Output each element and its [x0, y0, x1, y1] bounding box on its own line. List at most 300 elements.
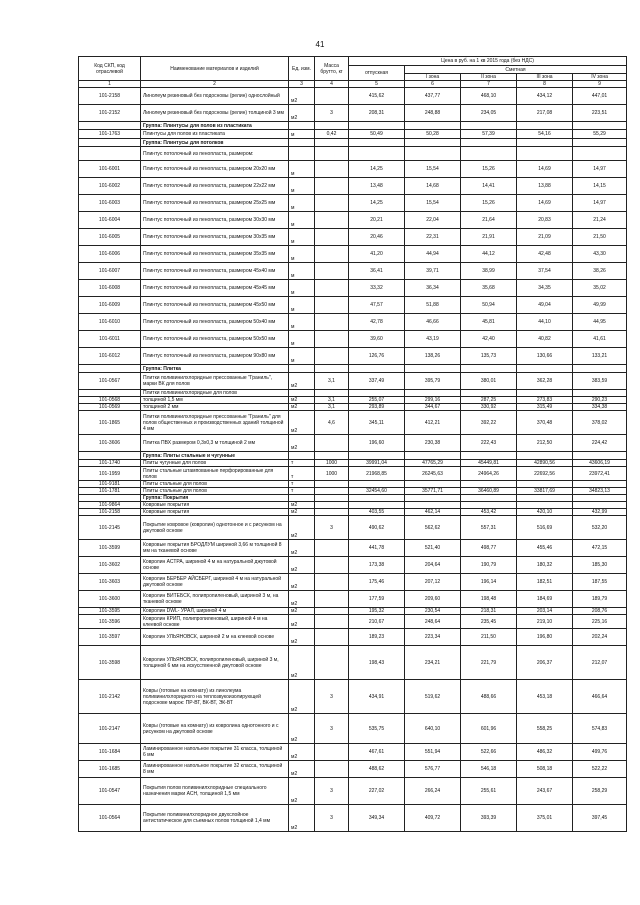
price-zone3: 362,28 [517, 373, 573, 390]
price-release: 33,32 [349, 280, 405, 297]
empty-cell [461, 147, 517, 161]
item-name: Ковролин DWL- УРАЛ, шириной 4 м [141, 608, 289, 615]
note-row [79, 147, 627, 161]
empty-cell [405, 495, 461, 502]
item-unit: м2 [289, 714, 315, 744]
empty-cell [315, 122, 349, 130]
price-release: 467,61 [349, 744, 405, 761]
item-code: 101-6012 [79, 348, 141, 365]
table-row [79, 212, 627, 229]
price-zone2: 380,01 [461, 373, 517, 390]
price-zone1: 299,16 [405, 397, 461, 404]
item-unit: т [289, 488, 315, 495]
item-code: 101-6003 [79, 195, 141, 212]
empty-cell [289, 122, 315, 130]
item-mass [315, 280, 349, 297]
item-mass [315, 331, 349, 348]
price-zone3: 22692,56 [517, 467, 573, 481]
item-unit: м [289, 178, 315, 195]
table-row [79, 481, 627, 488]
empty-cell [573, 390, 627, 397]
table-row [79, 778, 627, 805]
item-code: 101-0547 [79, 778, 141, 805]
table-row [79, 130, 627, 139]
price-zone3: 219,10 [517, 615, 573, 629]
group-title: Группа: Плинтусы для потолков [141, 139, 289, 147]
price-zone1: 576,77 [405, 761, 461, 778]
item-unit: м2 [289, 411, 315, 435]
empty-cell [315, 139, 349, 147]
price-zone3: 49,04 [517, 297, 573, 314]
item-mass: 3 [315, 680, 349, 714]
item-unit: м [289, 212, 315, 229]
empty-cell [517, 365, 573, 373]
item-code: 101-9864 [79, 502, 141, 509]
table-row [79, 195, 627, 212]
price-zone1: 640,10 [405, 714, 461, 744]
price-zone2: 36460,89 [461, 488, 517, 495]
item-name: Ковролин БЕРБЕР АЙСБЕРГ, шириной 4 м на натуральной джутовой основе [141, 574, 289, 591]
item-name: Плинтус потолочный из пенопласта, размером 50х50 мм [141, 331, 289, 348]
price-zone4: 432,99 [573, 509, 627, 516]
price-zone4: 466,64 [573, 680, 627, 714]
item-unit: м2 [289, 615, 315, 629]
item-name: Плинтусы для полов из пластиката [141, 130, 289, 139]
item-unit: м [289, 331, 315, 348]
empty-cell [573, 139, 627, 147]
note-row [79, 390, 627, 397]
price-zone1: 266,24 [405, 778, 461, 805]
price-zone1: 36,34 [405, 280, 461, 297]
price-zone1: 409,72 [405, 805, 461, 832]
price-zone2: 50,94 [461, 297, 517, 314]
group-title: Группа: Покрытия [141, 495, 289, 502]
price-zone2: 330,92 [461, 404, 517, 411]
page-number: 41 [315, 40, 325, 49]
table-row [79, 397, 627, 404]
price-zone2: 190,79 [461, 557, 517, 574]
price-zone3: 203,14 [517, 608, 573, 615]
code-cell [79, 495, 141, 502]
column-number: 9 [573, 81, 627, 88]
price-zone3: 375,01 [517, 805, 573, 832]
price-zone2: 38,99 [461, 263, 517, 280]
price-zone2: 498,77 [461, 540, 517, 557]
item-code: 101-0567 [79, 373, 141, 390]
price-zone4: 187,55 [573, 574, 627, 591]
price-zone2: 235,45 [461, 615, 517, 629]
price-zone3: 54,16 [517, 130, 573, 139]
item-mass [315, 615, 349, 629]
table-row [79, 297, 627, 314]
item-name: Ковры (готовые на комнату) из линолеума поливинилхлоридного на теплозвукоизолирующей подоснове марок: ПР-ВТ, ВК-ВТ, ЭК-ВТ [141, 680, 289, 714]
empty-cell [405, 147, 461, 161]
price-zone2: 393,39 [461, 805, 517, 832]
price-zone4: 532,20 [573, 516, 627, 540]
item-code: 101-6002 [79, 178, 141, 195]
item-mass [315, 195, 349, 212]
price-zone2 [461, 502, 517, 509]
item-name: Плитка ПВХ размером 0,3х0,3 м толщиной 2 мм [141, 435, 289, 452]
item-mass: 1000 [315, 460, 349, 467]
price-zone2: 601,96 [461, 714, 517, 744]
price-zone4: 133,21 [573, 348, 627, 365]
item-unit: м [289, 297, 315, 314]
item-code: 101-6006 [79, 246, 141, 263]
price-zone1: 44,94 [405, 246, 461, 263]
item-mass [315, 540, 349, 557]
table-row [79, 744, 627, 761]
price-zone2: 211,50 [461, 629, 517, 646]
price-release: 50,49 [349, 130, 405, 139]
item-unit: м2 [289, 502, 315, 509]
empty-cell [461, 365, 517, 373]
item-name: Ковролин КРИП, полипропиленовый, шириной 4 м на клеевой основе [141, 615, 289, 629]
column-number: 7 [461, 81, 517, 88]
item-name: Плитки поливинилхлоридные прессованные "Граниль" для полов общественных и производственных зданий толщиной 4 мм [141, 411, 289, 435]
price-zone1: 50,28 [405, 130, 461, 139]
group-row [79, 452, 627, 460]
column-number: 1 [79, 81, 141, 88]
empty-cell [289, 365, 315, 373]
code-cell [79, 390, 141, 397]
price-release: 21968,85 [349, 467, 405, 481]
item-code: 101-0569 [79, 404, 141, 411]
code-cell [79, 365, 141, 373]
price-zone2: 198,48 [461, 591, 517, 608]
price-release: 126,76 [349, 348, 405, 365]
item-mass [315, 574, 349, 591]
empty-cell [349, 122, 405, 130]
header-release: отпускная [349, 66, 405, 81]
column-number: 5 [349, 81, 405, 88]
price-zone3: 212,50 [517, 435, 573, 452]
price-zone1: 204,64 [405, 557, 461, 574]
item-name: Плинтус потолочный из пенопласта, размером 45х40 мм [141, 263, 289, 280]
price-zone4: 21,50 [573, 229, 627, 246]
price-zone3: 434,12 [517, 88, 573, 105]
price-release: 13,48 [349, 178, 405, 195]
item-code: 101-1763 [79, 130, 141, 139]
price-zone3: 420,10 [517, 509, 573, 516]
price-zone1: 412,21 [405, 411, 461, 435]
price-release: 415,62 [349, 88, 405, 105]
price-release: 198,43 [349, 646, 405, 680]
empty-cell [517, 122, 573, 130]
table-row [79, 608, 627, 615]
price-zone4: 378,02 [573, 411, 627, 435]
price-zone2: 468,10 [461, 88, 517, 105]
price-zone2: 21,64 [461, 212, 517, 229]
price-release: 20,46 [349, 229, 405, 246]
item-code: 101-3595 [79, 608, 141, 615]
item-name: Плинтус потолочный из пенопласта, размером 90х80 мм [141, 348, 289, 365]
empty-cell [349, 139, 405, 147]
price-release: 210,67 [349, 615, 405, 629]
item-mass [315, 744, 349, 761]
price-zone2: 453,42 [461, 509, 517, 516]
header-zone2: II зона [461, 74, 517, 81]
item-name: Плинтус потолочный из пенопласта, размером 20х20 мм [141, 161, 289, 178]
price-zone1: 35771,71 [405, 488, 461, 495]
item-mass [315, 88, 349, 105]
item-unit: м2 [289, 105, 315, 122]
code-cell [79, 147, 141, 161]
table-row [79, 280, 627, 297]
price-zone4: 472,15 [573, 540, 627, 557]
empty-cell [461, 139, 517, 147]
empty-cell [405, 365, 461, 373]
item-name: Плинтус потолочный из пенопласта, размером 35х35 мм [141, 246, 289, 263]
price-zone1: 230,38 [405, 435, 461, 452]
empty-cell [517, 452, 573, 460]
item-code: 101-1685 [79, 761, 141, 778]
item-code: 101-3597 [79, 629, 141, 646]
item-name: Плинтус потолочный из пенопласта, размером 45х50 мм [141, 297, 289, 314]
item-mass [315, 608, 349, 615]
price-zone3: 184,69 [517, 591, 573, 608]
price-zone4: 14,15 [573, 178, 627, 195]
price-zone4: 574,83 [573, 714, 627, 744]
table-row [79, 88, 627, 105]
item-code: 101-6009 [79, 297, 141, 314]
price-release: 177,59 [349, 591, 405, 608]
empty-cell [315, 390, 349, 397]
price-zone2: 222,43 [461, 435, 517, 452]
empty-cell [573, 452, 627, 460]
table-row [79, 574, 627, 591]
item-code: 101-1740 [79, 460, 141, 467]
item-unit: м2 [289, 540, 315, 557]
empty-cell [461, 495, 517, 502]
header-name: Наименование материалов и изделий [141, 57, 289, 81]
item-unit: м2 [289, 509, 315, 516]
price-release: 345,11 [349, 411, 405, 435]
table-row [79, 502, 627, 509]
price-zone2: 44,12 [461, 246, 517, 263]
item-unit: м2 [289, 608, 315, 615]
price-zone4: 334,38 [573, 404, 627, 411]
item-mass [315, 314, 349, 331]
empty-cell [517, 390, 573, 397]
price-zone3: 42,48 [517, 246, 573, 263]
note-text: Плинтус потолочный из пенопласта, размером: [141, 147, 289, 161]
code-cell [79, 139, 141, 147]
price-zone3: 33817,69 [517, 488, 573, 495]
table-row [79, 373, 627, 390]
price-zone1: 248,64 [405, 615, 461, 629]
item-name: Ковровые покрытия БРОДЛУМ шириной 3,66 м толщиной 8 мм на тканевой основе [141, 540, 289, 557]
item-unit: м2 [289, 373, 315, 390]
price-zone4: 258,29 [573, 778, 627, 805]
price-release: 41,20 [349, 246, 405, 263]
item-mass [315, 348, 349, 365]
price-zone1: 15,54 [405, 161, 461, 178]
empty-cell [517, 495, 573, 502]
table-row [79, 714, 627, 744]
price-table [78, 56, 627, 832]
price-zone1: 462,14 [405, 509, 461, 516]
price-zone1: 521,40 [405, 540, 461, 557]
item-name: Плиты чугунные для полов [141, 460, 289, 467]
price-release: 255,07 [349, 397, 405, 404]
price-release [349, 502, 405, 509]
item-mass [315, 557, 349, 574]
group-title: Группа: Плитка [141, 365, 289, 373]
item-code: 101-3600 [79, 591, 141, 608]
price-release: 20,21 [349, 212, 405, 229]
item-unit: м2 [289, 744, 315, 761]
price-zone3: 217,08 [517, 105, 573, 122]
item-mass: 1000 [315, 467, 349, 481]
item-mass: 3,1 [315, 373, 349, 390]
price-release: 434,91 [349, 680, 405, 714]
empty-cell [315, 452, 349, 460]
table-row [79, 460, 627, 467]
item-code: 101-6011 [79, 331, 141, 348]
item-code: 101-2147 [79, 714, 141, 744]
group-row [79, 365, 627, 373]
item-unit: м2 [289, 397, 315, 404]
price-release: 14,25 [349, 195, 405, 212]
item-code: 101-6008 [79, 280, 141, 297]
item-unit: м [289, 263, 315, 280]
empty-cell [461, 390, 517, 397]
price-zone1: 138,26 [405, 348, 461, 365]
price-release: 189,23 [349, 629, 405, 646]
price-zone3: 130,66 [517, 348, 573, 365]
column-number: 6 [405, 81, 461, 88]
item-unit: м2 [289, 435, 315, 452]
price-zone1: 46,66 [405, 314, 461, 331]
item-code: 101-6005 [79, 229, 141, 246]
header-unit: Ед. изм. [289, 57, 315, 81]
price-zone3: 42890,56 [517, 460, 573, 467]
column-number: 8 [517, 81, 573, 88]
price-zone4 [573, 481, 627, 488]
item-code: 101-2152 [79, 105, 141, 122]
table-row [79, 229, 627, 246]
empty-cell [573, 147, 627, 161]
price-zone2: 218,31 [461, 608, 517, 615]
price-release: 337,49 [349, 373, 405, 390]
table-row [79, 629, 627, 646]
price-zone1: 14,68 [405, 178, 461, 195]
price-zone4: 397,45 [573, 805, 627, 832]
item-code: 101-3603 [79, 574, 141, 591]
price-zone2: 255,61 [461, 778, 517, 805]
price-zone4: 212,07 [573, 646, 627, 680]
price-zone3 [517, 502, 573, 509]
price-zone2: 196,14 [461, 574, 517, 591]
item-name: толщиной 1,5 мм [141, 397, 289, 404]
price-release: 490,62 [349, 516, 405, 540]
item-unit: т [289, 460, 315, 467]
column-number: 2 [141, 81, 289, 88]
price-zone3: 486,32 [517, 744, 573, 761]
price-zone4: 49,99 [573, 297, 627, 314]
empty-cell [349, 147, 405, 161]
price-zone3: 315,49 [517, 404, 573, 411]
price-release: 488,62 [349, 761, 405, 778]
price-zone4: 223,51 [573, 105, 627, 122]
table-row [79, 680, 627, 714]
item-name: Ламинированное напольное покрытие 32 класса, толщиной 8 мм [141, 761, 289, 778]
price-zone4: 21,24 [573, 212, 627, 229]
item-name: Линолеум резиновый без подосновы (релин) толщиной 3 мм [141, 105, 289, 122]
table-row [79, 404, 627, 411]
item-mass [315, 502, 349, 509]
group-title: Группа: Плиты стальные и чугунные [141, 452, 289, 460]
item-code: 101-0564 [79, 805, 141, 832]
price-zone4: 23972,41 [573, 467, 627, 481]
price-zone3: 182,51 [517, 574, 573, 591]
item-mass: 3,1 [315, 397, 349, 404]
item-name: Плинтус потолочный из пенопласта, размером 30х30 мм [141, 212, 289, 229]
price-zone1: 248,88 [405, 105, 461, 122]
table-row [79, 467, 627, 481]
price-zone2: 287,25 [461, 397, 517, 404]
price-zone2 [461, 481, 517, 488]
header-zone1: I зона [405, 74, 461, 81]
price-zone4: 41,61 [573, 331, 627, 348]
item-name: Ковровые покрытия [141, 502, 289, 509]
price-zone1: 551,94 [405, 744, 461, 761]
empty-cell [573, 495, 627, 502]
price-zone1: 15,54 [405, 195, 461, 212]
price-zone4: 34823,13 [573, 488, 627, 495]
price-zone3: 516,69 [517, 516, 573, 540]
price-zone2: 15,26 [461, 195, 517, 212]
item-name: Ламинированное напольное покрытие 31 класса, толщиной 6 мм [141, 744, 289, 761]
price-zone3: 14,69 [517, 161, 573, 178]
price-zone3: 180,32 [517, 557, 573, 574]
price-zone2: 45449,81 [461, 460, 517, 467]
item-unit: т [289, 467, 315, 481]
item-unit: м [289, 195, 315, 212]
table-row [79, 435, 627, 452]
price-zone3: 243,67 [517, 778, 573, 805]
price-release: 47,57 [349, 297, 405, 314]
item-unit: м2 [289, 778, 315, 805]
empty-cell [517, 139, 573, 147]
header-zone3: III зона [517, 74, 573, 81]
price-zone4: 208,76 [573, 608, 627, 615]
price-release: 349,34 [349, 805, 405, 832]
price-zone4: 38,26 [573, 263, 627, 280]
price-zone1: 207,12 [405, 574, 461, 591]
price-release: 227,02 [349, 778, 405, 805]
price-zone4: 189,79 [573, 591, 627, 608]
price-zone2: 24964,26 [461, 467, 517, 481]
price-zone3: 40,82 [517, 331, 573, 348]
item-name: Покрытие ковровое (ковролин) однотонное и с рисунком на джутовой основе [141, 516, 289, 540]
item-code: 101-2145 [79, 516, 141, 540]
table-row [79, 805, 627, 832]
item-unit: м2 [289, 629, 315, 646]
item-unit: м2 [289, 88, 315, 105]
price-release: 195,32 [349, 608, 405, 615]
price-zone3: 196,80 [517, 629, 573, 646]
item-unit: м [289, 314, 315, 331]
empty-cell [573, 122, 627, 130]
item-unit: м [289, 246, 315, 263]
group-title: Группа: Плинтусы для полов из пластиката [141, 122, 289, 130]
item-mass [315, 229, 349, 246]
price-zone2: 488,66 [461, 680, 517, 714]
price-zone4: 225,16 [573, 615, 627, 629]
price-zone1: 47765,29 [405, 460, 461, 467]
